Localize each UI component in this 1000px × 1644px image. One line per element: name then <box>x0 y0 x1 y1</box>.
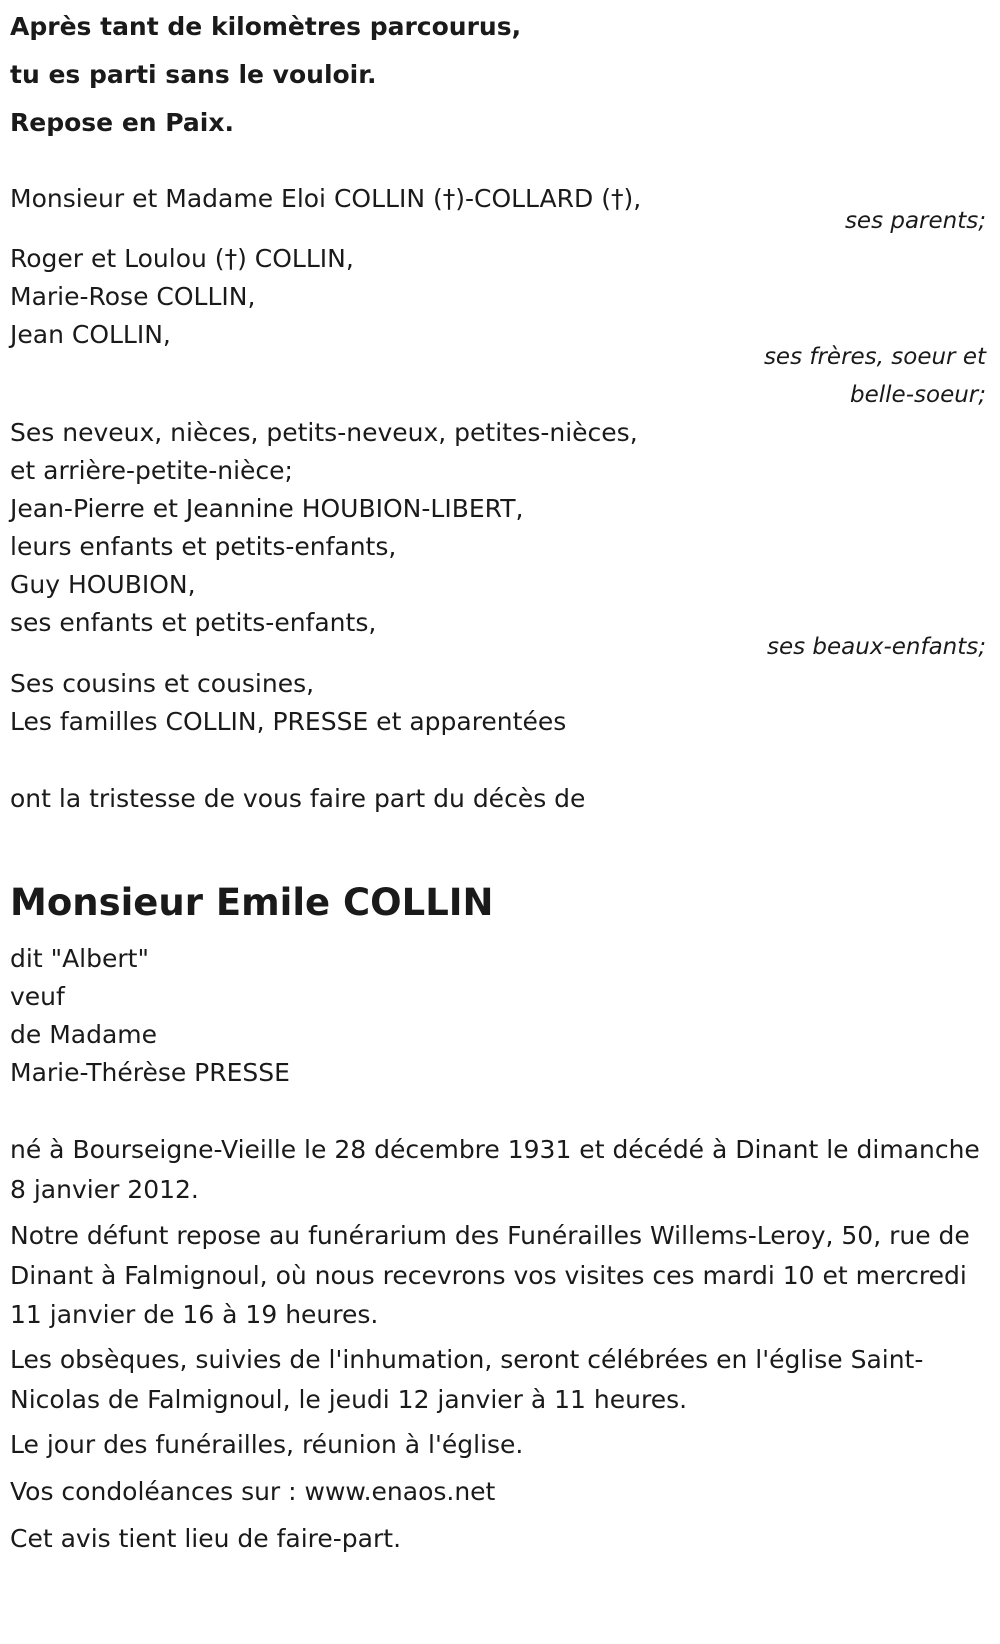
sibling-line: Roger et Loulou (†) COLLIN, <box>10 244 354 273</box>
nephews-line: Jean-Pierre et Jeannine HOUBION-LIBERT, <box>10 494 524 523</box>
cousins-line: Les familles COLLIN, PRESSE et apparentées <box>10 707 567 736</box>
deceased-detail: de Madame <box>10 1020 158 1049</box>
nephews-line: Ses neveux, nièces, petits-neveux, petites-nièces, <box>10 418 638 447</box>
visitation-paragraph: Notre défunt repose au funérarium des Funérailles Willems-Leroy, 50, rue de Dinant à Falmignoul, où nous recevrons vos visites ces mardi 10 et mercredi 11 janvier de 16 à 19 heures. <box>10 1221 970 1330</box>
condolences-paragraph: Vos condoléances sur : www.enaos.net <box>10 1477 496 1506</box>
birth-death-paragraph: né à Bourseigne-Vieille le 28 décembre 1931 et décédé à Dinant le dimanche 8 janvier 2012. <box>10 1135 980 1204</box>
nephews-line: et arrière-petite-nièce; <box>10 456 293 485</box>
poem-line-2: tu es parti sans le vouloir. <box>10 60 377 89</box>
sibling-line: Jean COLLIN, <box>10 320 171 349</box>
notice-paragraph: Cet avis tient lieu de faire-part. <box>10 1524 402 1553</box>
deceased-detail: Marie-Thérèse PRESSE <box>10 1058 290 1087</box>
nephews-line: ses enfants et petits-enfants, <box>10 608 377 637</box>
parents-line: Monsieur et Madame Eloi COLLIN (†)-COLLARD (†), <box>10 184 642 213</box>
nephews-line: leurs enfants et petits-enfants, <box>10 532 397 561</box>
cousins-line: Ses cousins et cousines, <box>10 669 315 698</box>
siblings-label-2: belle-soeur; <box>850 382 986 408</box>
sibling-line: Marie-Rose COLLIN, <box>10 282 256 311</box>
deceased-name: Monsieur Emile COLLIN <box>10 881 494 924</box>
poem-line-3: Repose en Paix. <box>10 108 234 137</box>
funeral-paragraph: Les obsèques, suivies de l'inhumation, seront célébrées en l'église Saint-Nicolas de Falmignoul, le jeudi 12 janvier à 11 heures. <box>10 1345 924 1414</box>
nephews-line: Guy HOUBION, <box>10 570 196 599</box>
stepchildren-label: ses beaux-enfants; <box>766 634 986 660</box>
deceased-detail: veuf <box>10 982 65 1011</box>
meeting-paragraph: Le jour des funérailles, réunion à l'église. <box>10 1430 524 1459</box>
deceased-detail: dit "Albert" <box>10 944 149 973</box>
poem-line-1: Après tant de kilomètres parcourus, <box>10 12 522 41</box>
siblings-label-1: ses frères, soeur et <box>763 344 986 370</box>
announcement-text: ont la tristesse de vous faire part du décès de <box>10 784 586 813</box>
parents-label: ses parents; <box>844 208 986 234</box>
